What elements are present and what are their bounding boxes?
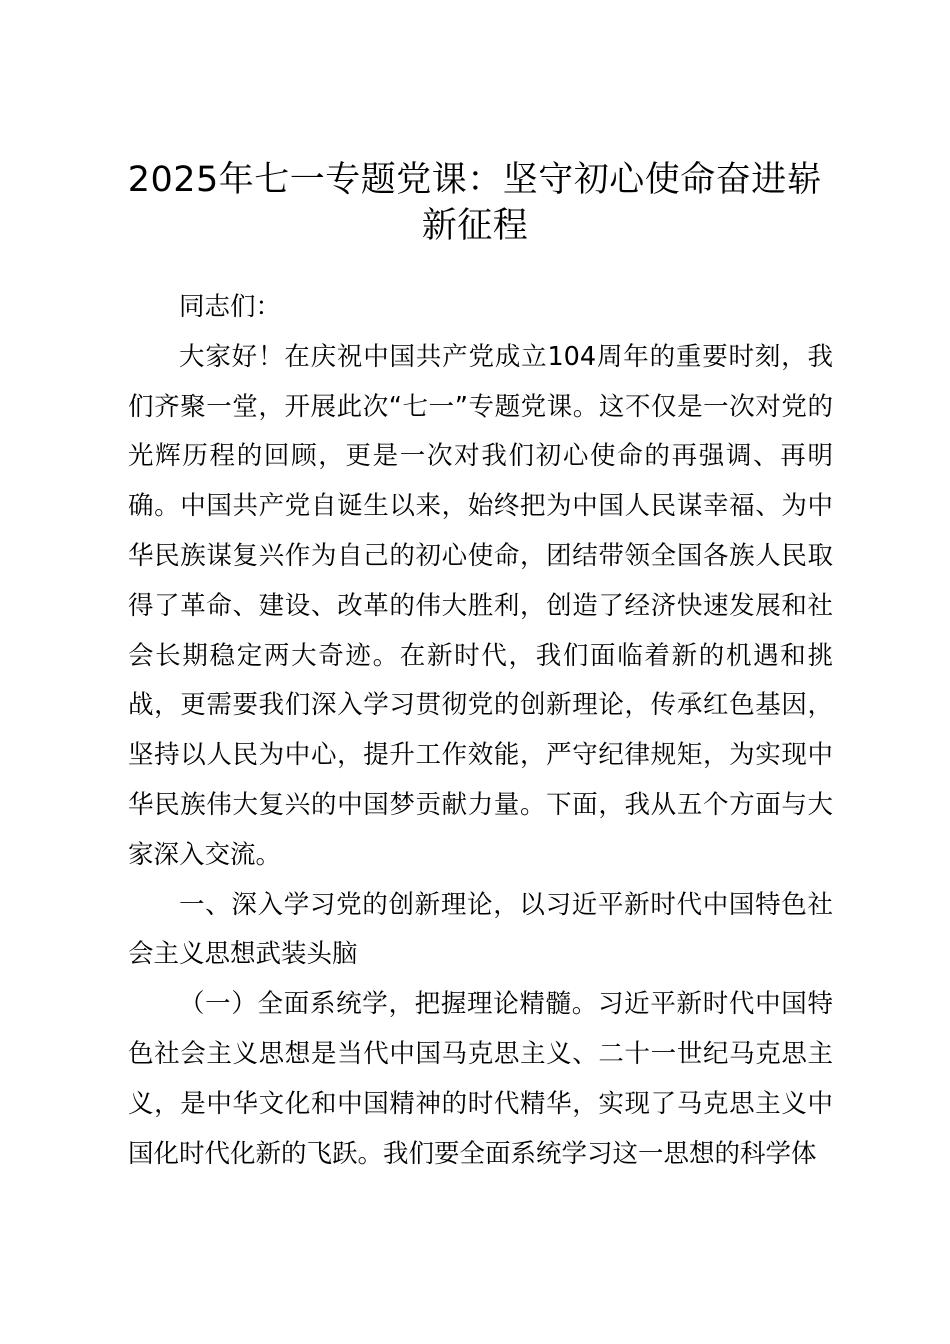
section-1-heading: 一、深入学习党的创新理论，以习近平新时代中国特色社会主义思想武装头脑 — [128, 889, 833, 970]
intro-paragraph: 大家好！在庆祝中国共产党成立104周年的重要时刻，我们齐聚一堂，开展此次“七一”专题党课。这不仅是一次对党的光辉历程的回顾，更是一次对我们初心使命的再强调、再明确。中国共产党自诞生以来，始终把为中国人民谋幸福、为中华民族谋复兴作为自己的初心使命，团结带领全国各族人民取得了革命、建设、改革的伟大胜利，创造了经济快速发展和社会长期稳定两大奇迹。在新时代，我们面临着新的机遇和挑战，更需要我们深入学习贯彻党的创新理论，传承红色基因，坚持以人民为中心，提升工作效能，严守纪律规矩，为实现中华民族伟大复兴的中国梦贡献力量。下面，我从五个方面与大家深入交流。 — [128, 341, 833, 870]
section-1-subsection-1: （一）全面系统学，把握理论精髓。习近平新时代中国特色社会主义思想是当代中国马克思主义、二十一世纪马克思主义，是中华文化和中国精神的时代精华，实现了马克思主义中国化时代化新的飞跃。我们要全面系统学习这一思想的科学体 — [128, 989, 833, 1169]
title-line-1: 2025年七一专题党课：坚守初心使命奋进崭 — [127, 160, 823, 200]
title-line-2: 新征程 — [421, 206, 529, 246]
document-title — [120, 157, 830, 249]
greeting: 同志们： — [179, 292, 282, 322]
document-body — [128, 283, 833, 1179]
